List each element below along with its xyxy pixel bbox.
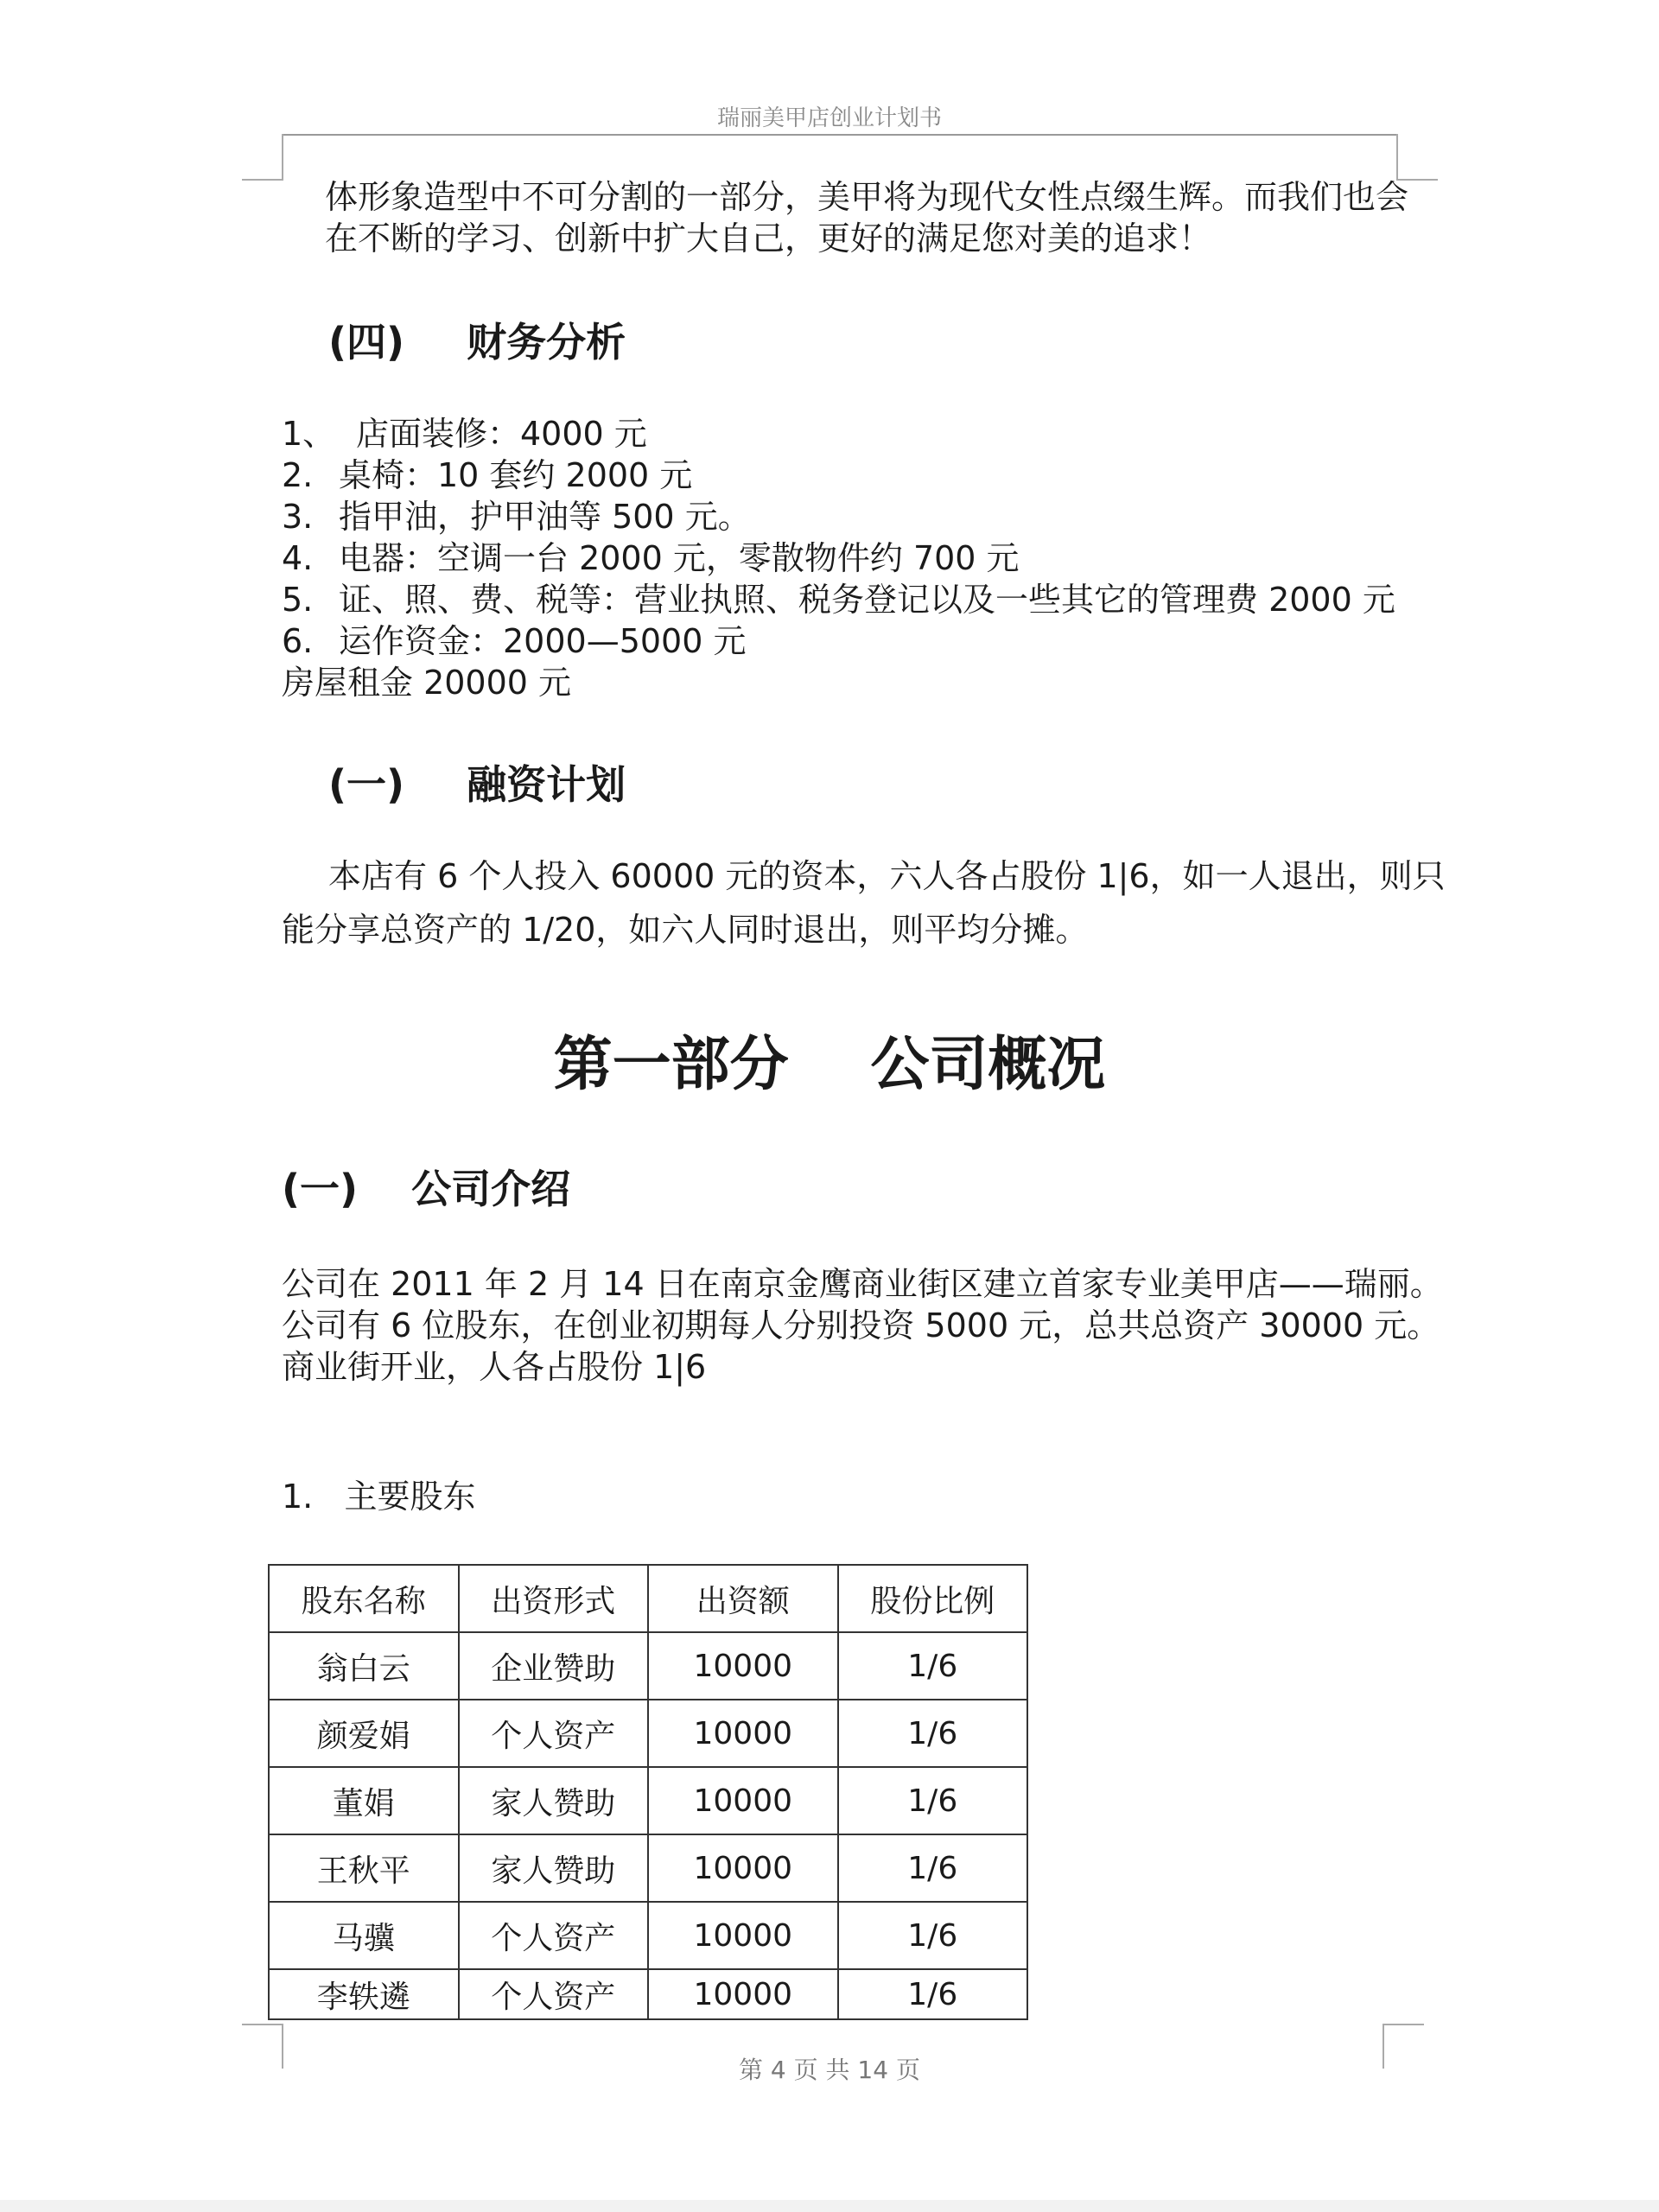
table-cell: 家人赞助: [459, 1767, 649, 1834]
finance-item: [282, 413, 647, 454]
table-cell: 翁白云: [269, 1632, 459, 1700]
financing-line-1: 本店有 6 个人投入 60000 元的资本，六人各占股份 1|6，如一人退出，则只: [328, 857, 1446, 895]
table-row: [269, 1632, 1027, 1700]
table-cell: 个人资产: [459, 1700, 649, 1767]
table-cell: 颜爱娟: [269, 1700, 459, 1767]
finance-item-number: 2.: [282, 456, 314, 494]
company-intro-line: 公司在 2011 年 2 月 14 日在南京金鹰商业街区建立首家专业美甲店——瑞丽。: [282, 1265, 1443, 1303]
table-cell: 10000: [648, 1902, 838, 1969]
table-cell: 企业赞助: [459, 1632, 649, 1700]
table-row: [269, 1969, 1027, 2019]
table-cell: 10000: [648, 1969, 838, 2019]
finance-item-text: 店面装修：4000 元: [356, 415, 647, 453]
page-footer: 第 4 页 共 14 页: [739, 2056, 920, 2084]
finance-item: [282, 496, 751, 537]
finance-item-number: 3.: [282, 498, 314, 536]
column-header: 股份比例: [838, 1565, 1028, 1632]
finance-item: [282, 454, 692, 496]
finance-heading-text: 财务分析: [467, 319, 626, 365]
table-cell: 李轶遴: [269, 1969, 459, 2019]
column-header: 股东名称: [269, 1565, 459, 1632]
table-cell: 家人赞助: [459, 1834, 649, 1902]
shareholders-label: 1. 主要股东: [282, 1478, 476, 1516]
finance-item-text: 电器：空调一台 2000 元，零散物件约 700 元: [339, 539, 1020, 577]
corner-mark-top-right: [1396, 134, 1438, 181]
table-cell: 1/6: [838, 1632, 1028, 1700]
column-header: 出资形式: [459, 1565, 649, 1632]
company-intro-heading: [282, 1158, 570, 1215]
table-cell: 1/6: [838, 1767, 1028, 1834]
part-title: 第一部分 公司概况: [553, 1031, 1106, 1099]
intro-line-2: 在不断的学习、创新中扩大自己，更好的满足您对美的追求！: [325, 219, 1212, 257]
finance-heading: [328, 311, 626, 368]
shareholders-table: [268, 1564, 1028, 2020]
finance-item-number: 5.: [282, 581, 314, 619]
finance-item: [282, 620, 747, 662]
table-cell: 10000: [648, 1700, 838, 1767]
column-header: 出资额: [648, 1565, 838, 1632]
finance-item-text: 桌椅：10 套约 2000 元: [339, 456, 693, 494]
table-row: [269, 1902, 1027, 1969]
finance-item: [282, 537, 1020, 579]
running-header: 瑞丽美甲店创业计划书: [716, 105, 942, 131]
finance-item-number: 1、: [282, 415, 336, 453]
corner-mark-top-left: [242, 134, 283, 181]
finance-item-text: 运作资金：2000—5000 元: [339, 622, 747, 660]
finance-item-text: 指甲油，护甲油等 500 元。: [339, 498, 751, 536]
table-cell: 个人资产: [459, 1902, 649, 1969]
table-row: [269, 1767, 1027, 1834]
table-cell: 1/6: [838, 1902, 1028, 1969]
finance-item: [282, 579, 1395, 620]
financing-line-2: 能分享总资产的 1/20，如六人同时退出，则平均分摊。: [282, 911, 1089, 949]
table-header-row: [269, 1565, 1027, 1632]
financing-heading-text: 融资计划: [467, 761, 626, 808]
table-cell: 10000: [648, 1834, 838, 1902]
table-cell: 10000: [648, 1767, 838, 1834]
table-cell: 1/6: [838, 1969, 1028, 2019]
finance-heading-number: (四): [328, 319, 405, 365]
finance-item-number: 4.: [282, 539, 314, 577]
company-intro-heading-number: (一): [282, 1166, 359, 1212]
table-cell: 马骥: [269, 1902, 459, 1969]
finance-rent: 房屋租金 20000 元: [282, 664, 572, 702]
intro-line-1: 体形象造型中不可分割的一部分，美甲将为现代女性点缀生辉。而我们也会: [325, 178, 1409, 216]
table-cell: 1/6: [838, 1700, 1028, 1767]
table-cell: 个人资产: [459, 1969, 649, 2019]
company-intro-heading-text: 公司介绍: [411, 1166, 571, 1212]
table-cell: 王秋平: [269, 1834, 459, 1902]
table-cell: 董娟: [269, 1767, 459, 1834]
header-rule: [282, 134, 1396, 136]
table-cell: 1/6: [838, 1834, 1028, 1902]
company-intro-line: 公司有 6 位股东，在创业初期每人分别投资 5000 元，总共总资产 30000 元。: [282, 1306, 1440, 1344]
table-row: [269, 1700, 1027, 1767]
financing-heading-number: (一): [328, 761, 405, 808]
table-cell: 10000: [648, 1632, 838, 1700]
finance-item-text: 证、照、费、税等：营业执照、税务登记以及一些其它的管理费 2000 元: [339, 581, 1395, 619]
bottom-band: [0, 2200, 1659, 2212]
table-row: [269, 1834, 1027, 1902]
company-intro-line: 商业街开业，人各占股份 1|6: [282, 1348, 707, 1386]
financing-heading: [328, 753, 626, 810]
finance-item-number: 6.: [282, 622, 314, 660]
